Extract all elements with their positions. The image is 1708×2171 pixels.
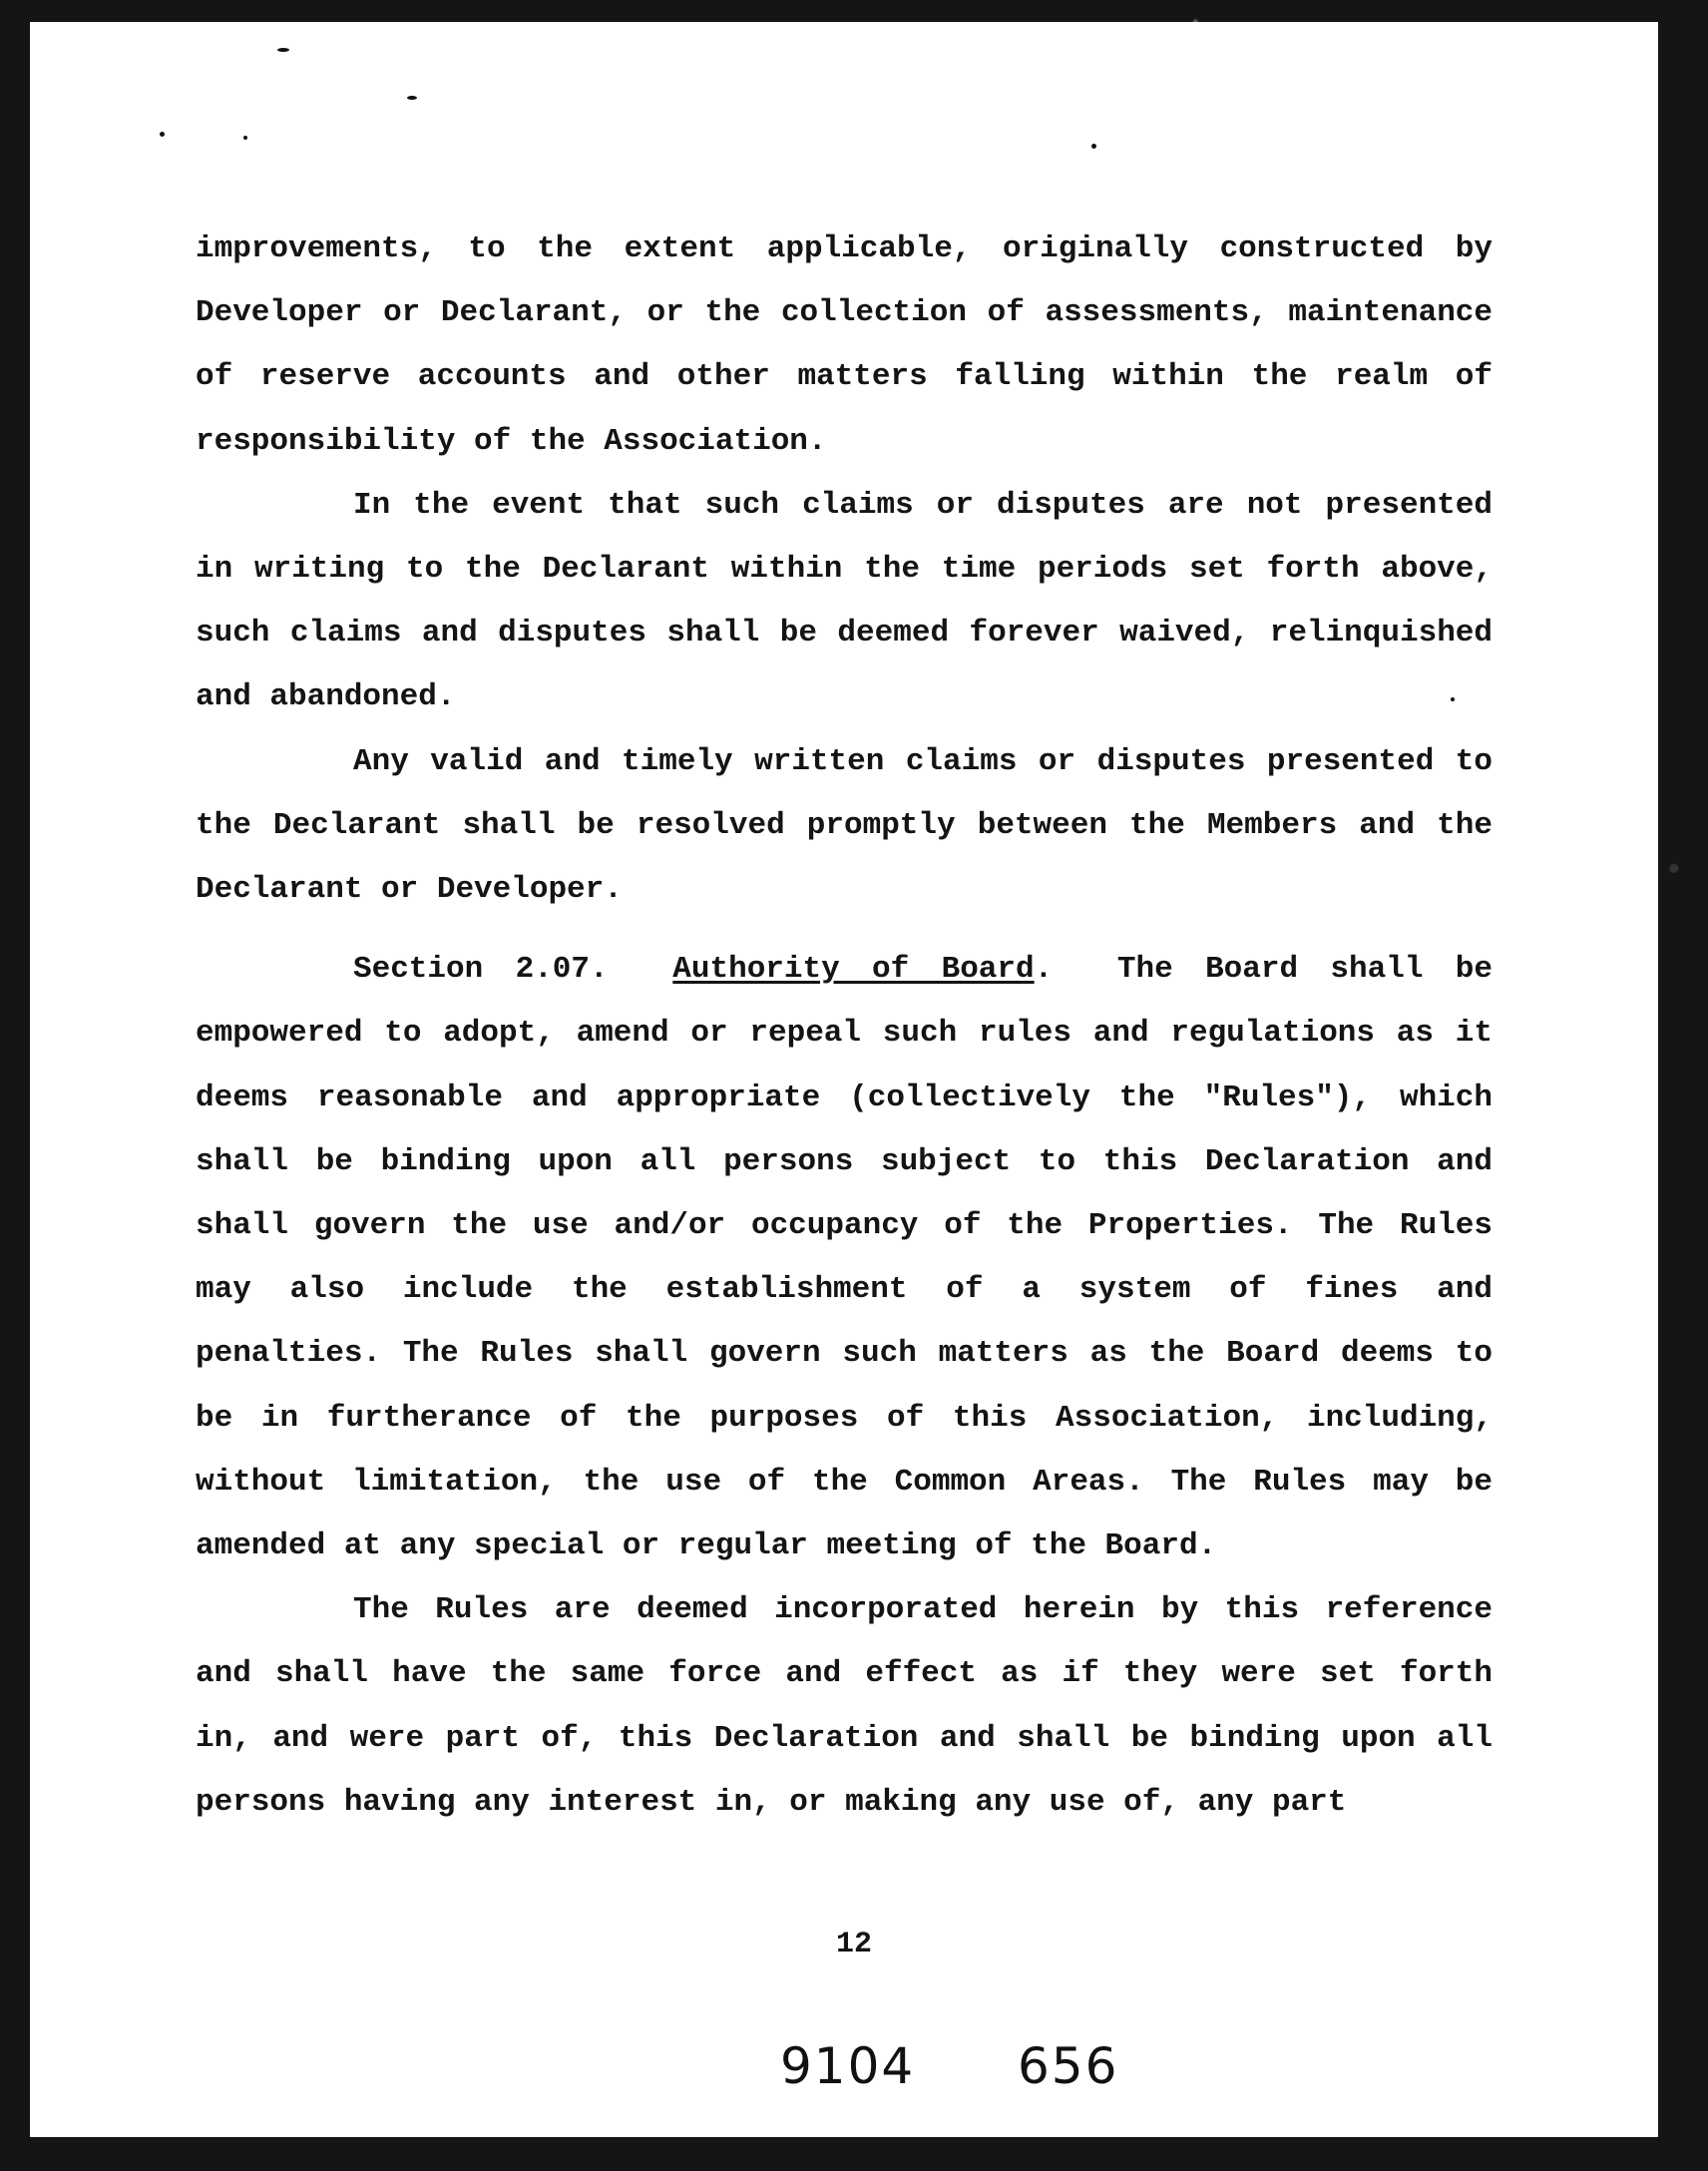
document-body <box>196 217 1493 1835</box>
section-spacer <box>196 922 1493 938</box>
scan-speck <box>1091 144 1096 149</box>
recording-stamp-page: 656 <box>1018 2037 1119 2095</box>
paragraph-valid-claims: Any valid and timely written claims or disputes presented to the Declarant shall be resolved promptly between the Members and the Declarant or Developer. <box>196 743 1493 908</box>
section-body: The Board shall be empowered to adopt, amend or repeal such rules and regulations as it deems reasonable and appropriate (collectively the "Rules"), which shall be binding upon all persons subject to this Declaration and shall govern the use and/or occupancy of the Properties. The Rules may also include the establishment of a system of fines and penalties. The Rules shall govern such matters as the Board deems to be in furtherance of the purposes of this Association, including, without limitation, the use of the Common Areas. The Rules may be amended at any special or regular meeting of the Board. <box>196 952 1493 1564</box>
section-title: Authority of Board <box>672 952 1035 988</box>
paragraph-improvements: improvements, to the extent applicable, originally constructed by Developer or Declarant, or the collection of assessments, maintenance of reserve accounts and other matters falling within the realm of responsibility of the Association. <box>196 231 1493 459</box>
scan-speck <box>160 132 165 137</box>
section-2-07-paragraph <box>196 938 1493 1578</box>
paragraph-claims-waived: In the event that such claims or disputes are not presented in writing to the Declarant within the time periods set forth above, such claims and disputes shall be deemed forever waived, relinquished and abandoned. <box>196 487 1493 715</box>
scan-speck <box>277 48 289 52</box>
section-number: Section 2.07. <box>353 952 609 988</box>
recording-stamp-book: 9104 <box>780 2037 916 2095</box>
paragraph-rules-incorporated: The Rules are deemed incorporated herein by this reference and shall have the same force and effect as if they were set forth in, and were part of, this Declaration and shall be binding upon all persons having any interest in, or making any use of, any part <box>196 1592 1493 1820</box>
scan-speck <box>243 136 247 140</box>
scan-speck <box>407 96 417 100</box>
page-number: 12 <box>835 1928 872 1961</box>
section-title-period: . <box>1034 952 1054 988</box>
